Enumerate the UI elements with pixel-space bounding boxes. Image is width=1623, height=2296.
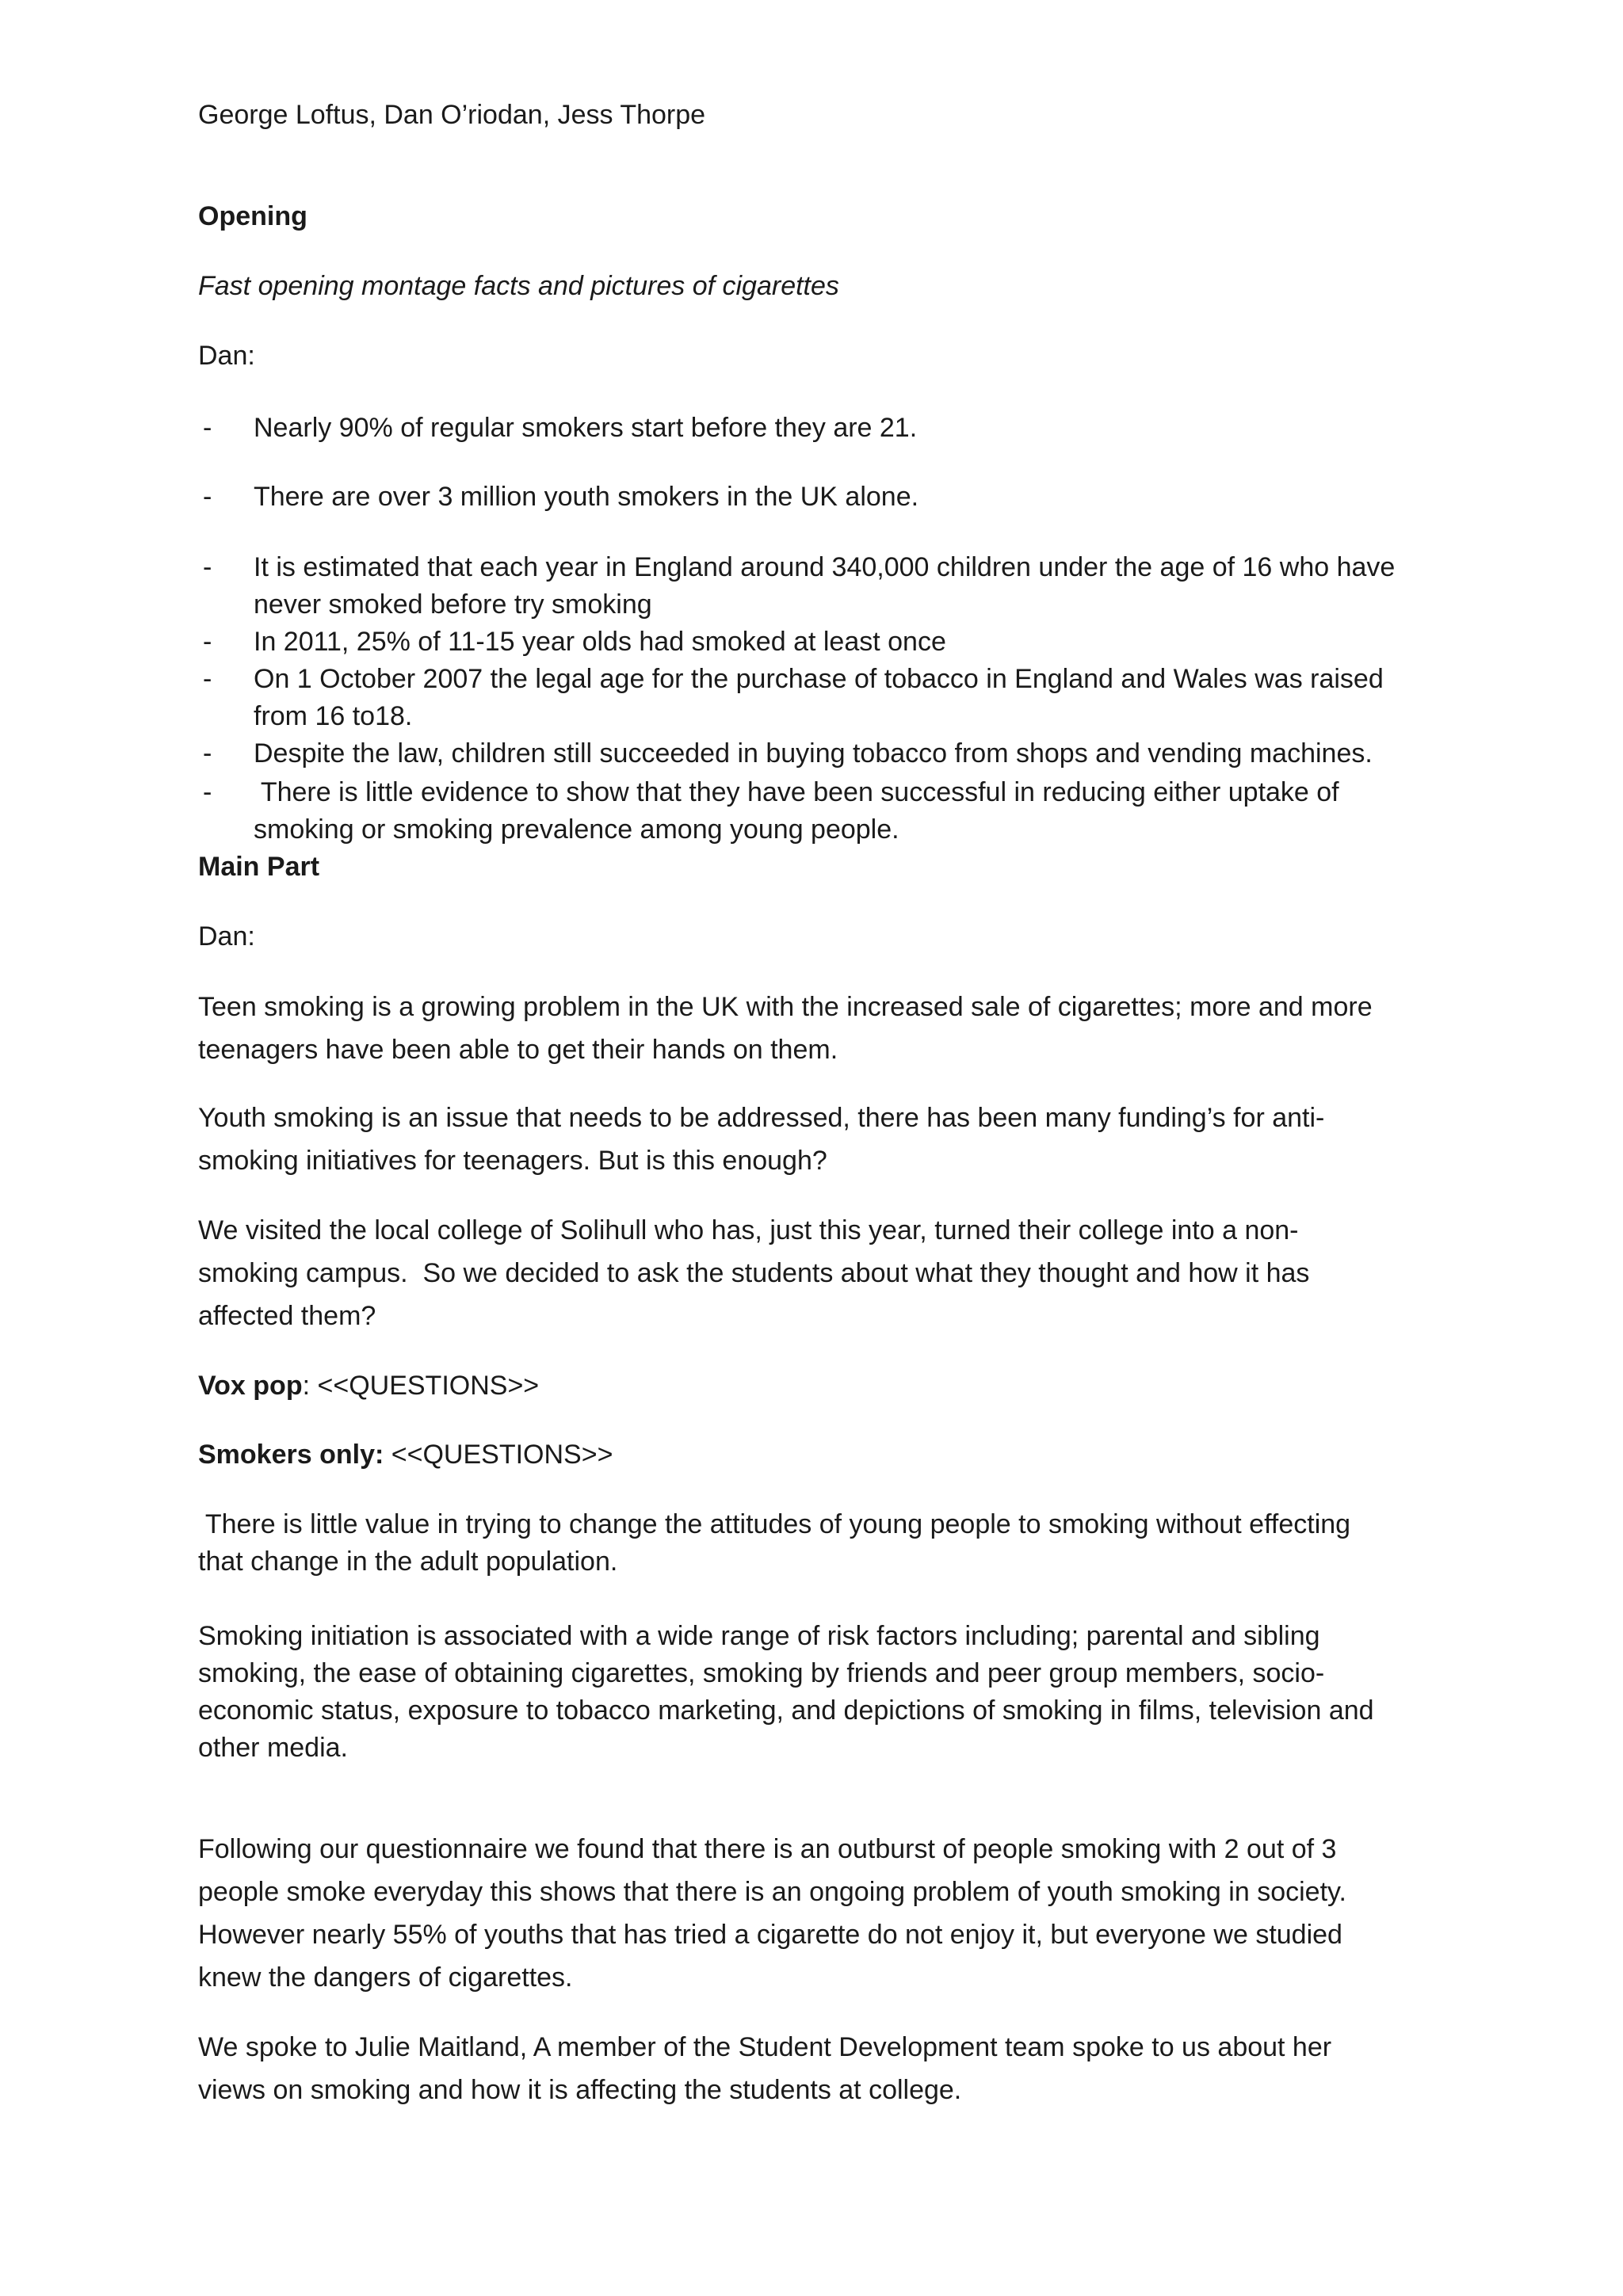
bullet-item-continued: from 16 to18.	[254, 701, 413, 731]
bullet-marker: -	[203, 738, 212, 769]
paragraph-line: people smoke everyday this shows that there is an ongoing problem of youth smoking in society.	[198, 1877, 1346, 1907]
bullet-marker: -	[203, 777, 212, 807]
bullet-item-continued: smoking or smoking prevalence among young people.	[254, 814, 899, 845]
bullet-item: On 1 October 2007 the legal age for the purchase of tobacco in England and Wales was raised	[254, 664, 1384, 694]
smokers-only-line	[198, 1436, 613, 1474]
opening-speaker: Dan:	[198, 341, 255, 371]
bullet-marker: -	[203, 482, 212, 512]
paragraph-line: Following our questionnaire we found that there is an outburst of people smoking with 2 out of 3	[198, 1834, 1337, 1864]
bullet-item: In 2011, 25% of 11-15 year olds had smoked at least once	[254, 627, 946, 657]
smokers-only-text: <<QUESTIONS>>	[384, 1440, 613, 1470]
paragraph-line: There is little value in trying to change the attitudes of young people to smoking without effecting	[198, 1509, 1351, 1539]
paragraph-line: smoking, the ease of obtaining cigarettes, smoking by friends and peer group members, socio-	[198, 1658, 1325, 1688]
bullet-marker: -	[203, 413, 212, 443]
smokers-only-label: Smokers only:	[198, 1440, 384, 1470]
bullet-marker: -	[203, 664, 212, 694]
paragraph-line: other media.	[198, 1733, 348, 1763]
paragraph-line: Teen smoking is a growing problem in the UK with the increased sale of cigarettes; more and more	[198, 992, 1373, 1022]
opening-heading: Opening	[198, 201, 307, 231]
vox-pop-text: : <<QUESTIONS>>	[302, 1371, 540, 1401]
paragraph-line: However nearly 55% of youths that has tried a cigarette do not enjoy it, but everyone we studied	[198, 1920, 1342, 1950]
bullet-item: It is estimated that each year in England around 340,000 children under the age of 16 who have	[254, 552, 1396, 582]
paragraph-line: knew the dangers of cigarettes.	[198, 1962, 573, 1993]
paragraph-line: economic status, exposure to tobacco marketing, and depictions of smoking in films, television and	[198, 1695, 1374, 1726]
authors-line: George Loftus, Dan O’riodan, Jess Thorpe	[198, 100, 706, 130]
bullet-item: Despite the law, children still succeeded in buying tobacco from shops and vending machines.	[254, 738, 1373, 769]
paragraph-line: teenagers have been able to get their hands on them.	[198, 1035, 838, 1065]
vox-pop-label: Vox pop	[198, 1371, 303, 1401]
main-speaker: Dan:	[198, 921, 255, 952]
opening-direction: Fast opening montage facts and pictures of cigarettes	[198, 271, 839, 301]
bullet-item: There are over 3 million youth smokers in the UK alone.	[254, 482, 919, 512]
paragraph-line: We spoke to Julie Maitland, A member of the Student Development team spoke to us about her	[198, 2032, 1332, 2062]
paragraph-line: We visited the local college of Solihull who has, just this year, turned their college into a non-	[198, 1215, 1299, 1245]
paragraph-line: smoking initiatives for teenagers. But is this enough?	[198, 1146, 827, 1176]
paragraph-line: that change in the adult population.	[198, 1547, 618, 1577]
paragraph-line: Youth smoking is an issue that needs to be addressed, there has been many funding’s for anti-	[198, 1103, 1325, 1133]
bullet-item: Nearly 90% of regular smokers start before they are 21.	[254, 413, 918, 443]
main-part-heading: Main Part	[198, 852, 320, 882]
paragraph-line: Smoking initiation is associated with a wide range of risk factors including; parental and sibling	[198, 1621, 1320, 1651]
paragraph-line: affected them?	[198, 1301, 376, 1331]
vox-pop-line	[198, 1367, 539, 1405]
bullet-item: There is little evidence to show that they have been successful in reducing either uptake of	[254, 777, 1339, 807]
paragraph-line: views on smoking and how it is affecting the students at college.	[198, 2075, 962, 2105]
bullet-marker: -	[203, 627, 212, 657]
paragraph-line: smoking campus. So we decided to ask the students about what they thought and how it has	[198, 1258, 1310, 1288]
bullet-item-continued: never smoked before try smoking	[254, 589, 652, 620]
bullet-marker: -	[203, 552, 212, 582]
